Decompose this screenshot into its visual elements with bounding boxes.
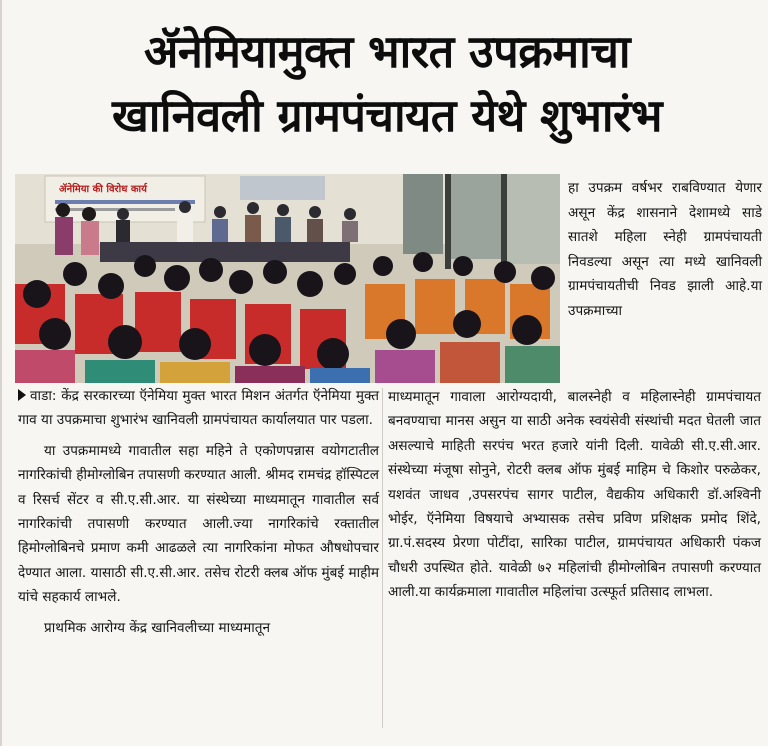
paragraph-2: या उपक्रमामध्ये गावातील सहा महिने ते एकोणपन्नास वयोगटातील नागरिकांची हीमोग्लोबिन तपासणी करण्यात आली. श्रीमद रामचंद्र हॉस्पिटल व रिसर्च सेंटर व सी.ए.सी.आर. या संस्थेच्या माध्यमातून गावातील सर्व नागरिकांची तपासणी करण्यात आली.ज्या नागरिकांचे रक्तातील हिमोग्लोबिनचे प्रमाण कमी आढळले त्या नागरिकांना मोफत औषधोपचार देण्यात आला. यासाठी सी.ए.सी.आर. तसेच रोटरी क्लब ऑफ मुंबई माहीम यांचे सहकार्य लाभले. [18,442,379,606]
headline [22,20,752,148]
dateline: वाडा: [30,388,57,404]
event-photo [15,174,560,383]
headline-line-2: खानिवली ग्रामपंचायत येथे शुभारंभ [111,89,663,142]
column-divider [382,388,383,728]
paragraph-1-text: केंद्र सरकारच्या ऍनेमिया मुक्त भारत मिशन अंतर्गत ऍनेमिया मुक्त गाव या उपक्रमाचा शुभारंभ खानिवली ग्रामपंचायत कार्यालयात पार पडला. [18,388,380,429]
banner-text: ॲनेमिया की विरोध कार्य [59,184,147,195]
left-column-article [18,384,379,640]
headline-line-1: ॲनेमियामुक्त भारत उपक्रमाचा [143,25,631,78]
paragraph-3: प्राथमिक आरोग्य केंद्र खानिवलीच्या माध्यमातून [44,619,271,636]
right-column-top-text: हा उपक्रम वर्षभर राबविण्यात येणार असून केंद्र शासनाने देशामध्ये साडे सातशे महिला स्नेही ग्रामपंचायती निवडल्या असून त्या मध्ये खानिवली ग्रामपंचायतीची निवड झाली आहे.या उपक्रमाच्या [568,180,762,319]
paragraph-1 [18,384,379,433]
dateline-arrow-icon [18,389,26,401]
right-column-bottom-text: माध्यमातून गावाला आरोग्यदायी, बालस्नेही व महिलास्नेही ग्रामपंचायत बनवण्याचा मानस असुन या साठी अनेक स्वयंसेवी संस्थांची मदत घेतली जात असल्याचे माहिती सरपंच भरत हजारे यांनी दिली. यावेळी सी.ए.सी.आर. संस्थेच्या मंजूषा सोनुने, रोटरी क्लब ऑफ मुंबई माहिम चे किशोर परुळेकर, यशवंत जाधव ,उपसरपंच सागर पाटील, वैद्यकीय अधिकारी डॉ.अश्विनी भोईर, ऍनेमिया विषयाचे अभ्यासक तसेच प्रविण प्रशिक्षक प्रमोद शिंदे, ग्रा.पं.सदस्य प्रेरणा पोटींदा, सारिका पाटील, ग्रामपंचायत अधिकारी पंकज चौधरी उपस्थित होते. यावेळी ७२ महिलांची हीमोग्लोबिन तपासणी करण्यात आली.या कार्यक्रमाला गावातील महिलांचा उत्स्फूर्त प्रतिसाद लाभला. [388,389,761,601]
